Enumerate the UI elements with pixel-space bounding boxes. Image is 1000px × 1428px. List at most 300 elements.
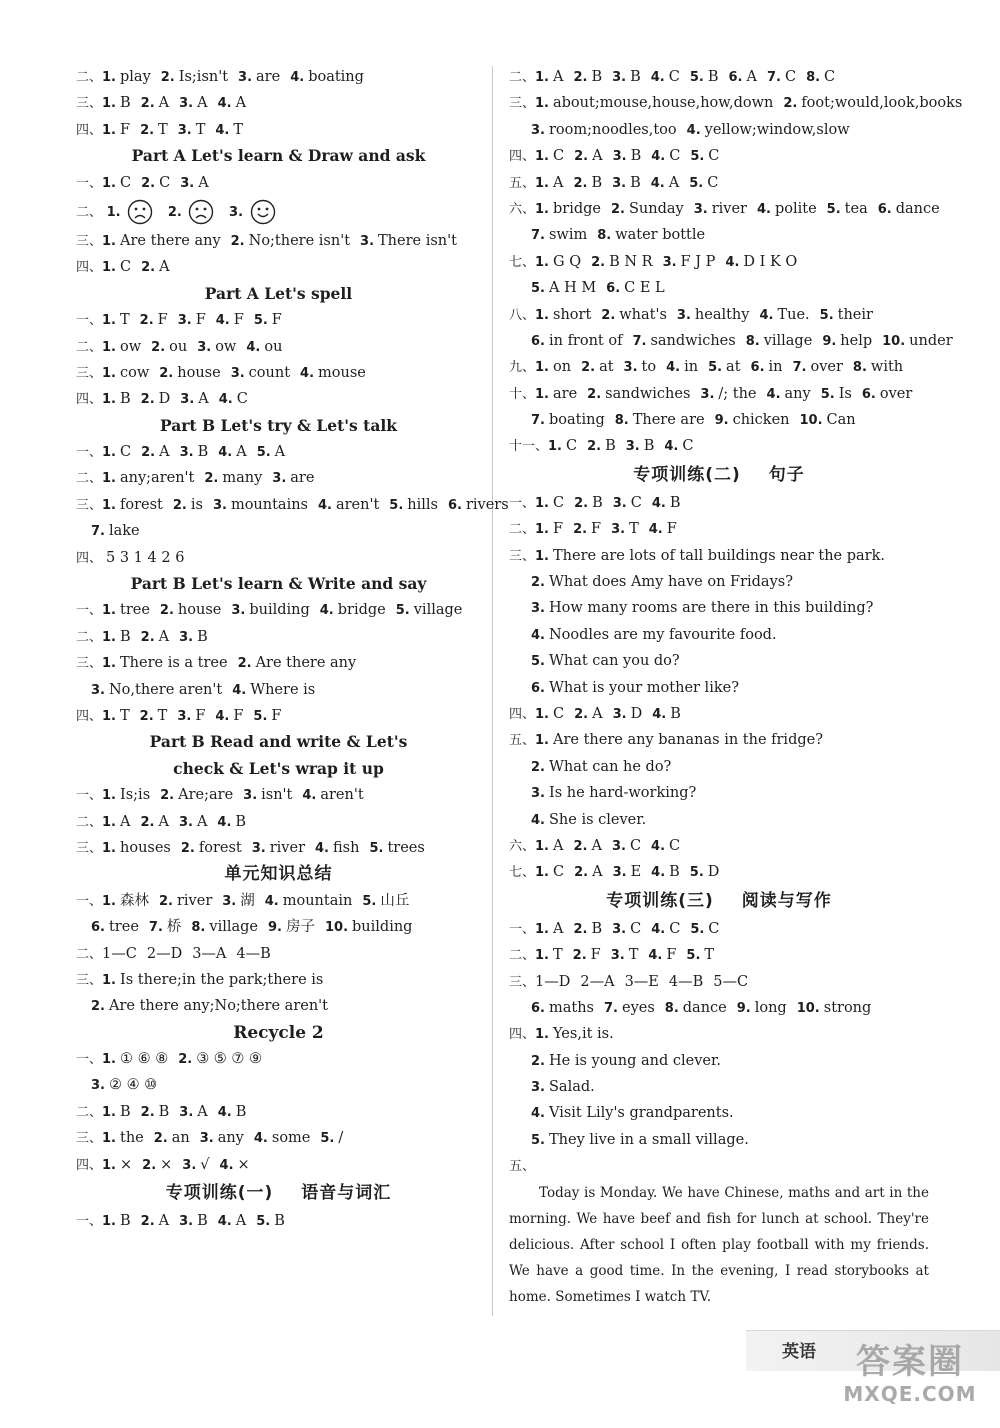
answer-text: Are;are [178, 787, 234, 804]
item-number: 4. [215, 122, 230, 138]
answer-text: village [413, 602, 463, 619]
answer-text: B [197, 444, 209, 461]
section-number: 一、 [76, 175, 103, 191]
answer-line [76, 1208, 481, 1234]
answer-text: T [629, 521, 639, 538]
item-number: 10. [799, 413, 823, 429]
answer-text: bridge [553, 200, 601, 217]
answer-text: T [157, 707, 168, 724]
item-number: 2. [783, 96, 798, 112]
item-number: 3. [229, 204, 244, 220]
answer-line [509, 407, 929, 433]
answer-text: B [120, 628, 131, 645]
item-number: 4. [648, 522, 663, 538]
item-number: 3. [611, 838, 626, 854]
answer-text: some [271, 1130, 311, 1147]
item-number: 4. [650, 70, 665, 85]
item-number: 2. [141, 175, 156, 191]
item-number: 3. [531, 122, 545, 138]
item-number: 1. [102, 708, 116, 724]
answer-text: A [198, 391, 209, 408]
section-number: 二、 [76, 1104, 103, 1120]
item-number: 5. [819, 307, 834, 323]
answer-text: are [256, 69, 281, 85]
answer-text: over [879, 385, 913, 402]
answer-text: C E L [624, 280, 665, 297]
item-number: 2. [139, 708, 154, 724]
answer-line [509, 833, 929, 859]
item-number: 2. [141, 445, 156, 461]
item-number: 2. [140, 814, 155, 830]
item-number: 2. [139, 313, 154, 329]
answer-text: A [668, 174, 680, 191]
answer-text: T [120, 707, 130, 724]
answer-text: Are there any [120, 232, 221, 249]
item-number: 4. [219, 1157, 234, 1173]
section-number: 二、 [509, 522, 536, 538]
item-number: 3. [610, 948, 625, 964]
section-number: 二、 [76, 946, 103, 962]
answer-line [509, 1127, 929, 1153]
item-number: 3. [243, 788, 258, 804]
item-number: 5. [395, 603, 410, 619]
item-number: 1. [535, 175, 549, 191]
answer-line [509, 1153, 929, 1179]
item-number: 1. [102, 629, 116, 645]
item-number: 7. [148, 920, 163, 936]
item-number: 4. [664, 439, 679, 455]
answer-text: C [120, 174, 132, 191]
item-number: 4. [215, 708, 230, 724]
section-number: 三、 [76, 656, 103, 672]
item-number: 5. [389, 497, 404, 513]
section-number: 二、 [509, 948, 536, 964]
answer-text: C [566, 438, 578, 455]
answer-text: tea [844, 200, 868, 217]
item-number: 1. [535, 733, 549, 749]
answer-line [76, 677, 481, 703]
item-number: 9. [268, 920, 282, 936]
answer-line [76, 228, 481, 254]
item-number: 3. [531, 601, 545, 617]
answer-text: 房子 [285, 919, 315, 936]
answer-text: / [338, 1130, 344, 1147]
section-number: 三、 [76, 1131, 103, 1147]
answer-line [509, 381, 929, 407]
item-number: 1. [535, 706, 549, 722]
item-number: 2. [531, 575, 545, 591]
section-number: 三、 [76, 497, 103, 513]
item-number: 4. [217, 1214, 232, 1230]
item-number: 3. [179, 445, 194, 461]
item-number: 2. [160, 70, 175, 85]
answer-text: A [235, 1213, 247, 1230]
item-number: 1. [535, 838, 549, 854]
item-number: 5. [253, 708, 268, 724]
answer-line [509, 995, 929, 1021]
answer-text: over [810, 359, 843, 376]
answer-text: sandwiches [650, 332, 736, 349]
answer-text: dance [895, 200, 940, 217]
section-number: 八、 [509, 307, 536, 323]
item-number: 5. [826, 201, 841, 217]
item-number: 7. [632, 333, 647, 349]
answer-line [509, 302, 929, 328]
answer-line [76, 1125, 481, 1151]
answer-text: T [704, 947, 715, 964]
section-number: 二、 [76, 814, 103, 830]
section-number: 十、 [509, 386, 536, 402]
item-number: 6. [861, 386, 876, 402]
answer-text: B [707, 69, 719, 85]
answer-text: the [120, 1130, 144, 1147]
answer-line [509, 807, 929, 833]
section-number: 九、 [509, 360, 536, 376]
sad-face-icon [188, 199, 214, 225]
match-answer: 4—B [668, 973, 704, 990]
section-heading: Part B Let's try & Let's talk [159, 415, 398, 435]
item-number: 3. [612, 706, 627, 722]
item-number: 4. [217, 96, 232, 112]
answer-text: houses [120, 839, 171, 856]
answer-text: water bottle [615, 227, 706, 244]
item-number: 5. [689, 70, 704, 85]
answer-text: house [177, 364, 221, 381]
section-number: 六、 [509, 838, 536, 854]
answer-text: What can you do? [548, 653, 680, 670]
item-number: 5. [256, 445, 271, 461]
answer-text: tree [120, 602, 150, 619]
section-heading: check & Let's wrap it up [173, 758, 384, 778]
match-answer: 4—B [236, 945, 271, 962]
item-number: 6. [606, 281, 621, 297]
answer-text: eyes [621, 999, 655, 1016]
answer-text: F [120, 121, 131, 138]
item-number: 2. [178, 1052, 193, 1068]
item-number: 5. [689, 865, 704, 881]
match-answer: 3—E [624, 973, 659, 990]
section-heading: Part B Read and write & Let's [149, 732, 408, 752]
answer-text: D [158, 391, 171, 408]
item-number: 3. [531, 786, 545, 802]
item-number: 2. [573, 70, 588, 85]
section-number: 四、 [76, 392, 103, 408]
answer-line [76, 703, 481, 729]
answer-text: river [176, 892, 213, 909]
answer-line [509, 701, 929, 727]
item-number: 3. [611, 522, 626, 538]
section-heading [509, 886, 929, 916]
answer-text: boating [308, 69, 364, 85]
item-number: 2. [237, 656, 252, 672]
item-number: 1. [102, 1214, 116, 1230]
answer-text: B [591, 69, 603, 85]
answer-text: B [592, 494, 603, 511]
answer-text: C [630, 920, 642, 937]
item-number: 2. [204, 471, 219, 487]
answer-line [76, 888, 481, 914]
section-number: 四、 [509, 1027, 536, 1043]
item-number: 6. [531, 1000, 545, 1016]
item-number: 4. [246, 339, 261, 355]
answer-text: count [248, 364, 291, 381]
item-number: 10. [882, 333, 906, 349]
answer-text: Are there any;No;there aren't [108, 998, 328, 1015]
answer-text: C [708, 920, 720, 937]
answer-text: cow [120, 364, 150, 381]
section-number: 三、 [76, 840, 103, 856]
item-number: 3. [179, 1214, 194, 1230]
answer-text: in front of [548, 332, 623, 349]
item-number: 2. [611, 201, 625, 217]
answer-text: T [553, 947, 563, 964]
answer-line [76, 1046, 481, 1072]
item-number: 8. [664, 1000, 679, 1016]
item-number: 5. [820, 386, 835, 402]
answer-line [76, 782, 481, 808]
answer-text: F [195, 707, 206, 724]
answer-line [76, 1099, 481, 1125]
answer-text: Sunday [628, 200, 684, 217]
item-number: 1. [102, 175, 116, 191]
answer-text: F [271, 312, 282, 329]
item-number: 3. [180, 392, 195, 408]
answer-text: maths [548, 999, 594, 1016]
section-heading: Part B Let's learn & Write and say [130, 574, 427, 594]
answer-text: B [120, 95, 131, 112]
answer-text: Is he hard-working? [548, 785, 697, 802]
item-number: 2. [572, 948, 587, 964]
item-number: 4. [651, 838, 666, 854]
answer-text: C [553, 494, 565, 511]
answer-line [509, 249, 929, 275]
answer-line [76, 1072, 481, 1098]
item-number: 5. [320, 1131, 335, 1147]
item-number: 2. [574, 706, 589, 722]
answer-text: A [159, 259, 170, 276]
item-number: 6. [750, 360, 765, 376]
item-number: 2. [159, 365, 174, 381]
section-number: 三、 [76, 96, 103, 112]
answer-text: √ [200, 1156, 210, 1173]
item-number: 2. [573, 921, 588, 937]
answer-text: ow [215, 338, 237, 355]
answer-text: any [784, 385, 811, 402]
item-number: 2. [91, 999, 105, 1015]
answer-text: A [235, 95, 247, 112]
item-number: 2. [180, 840, 195, 856]
answer-text: ② ④ ⑩ [108, 1077, 158, 1094]
match-answer: 5—C [713, 973, 749, 990]
answer-text: What can he do? [548, 758, 672, 775]
item-number: 4. [232, 682, 247, 698]
item-number: 9. [736, 1000, 751, 1016]
section-number: 四、 [76, 122, 103, 138]
item-number: 3. [177, 313, 192, 329]
section-number: 一、 [509, 921, 536, 937]
site-watermark [830, 1342, 990, 1418]
answer-text: A [197, 1103, 208, 1120]
item-number: 1. [102, 233, 116, 249]
section-number: 四、 [509, 706, 536, 722]
item-number: 8. [614, 413, 629, 429]
answer-line [76, 90, 481, 116]
item-number: 4. [652, 706, 667, 722]
answer-text: A [120, 813, 131, 830]
answer-text: C [669, 837, 681, 854]
answer-text: B [274, 1213, 285, 1230]
answer-line [509, 117, 929, 143]
item-number: 7. [531, 413, 545, 429]
section-number: 二、 [76, 629, 103, 645]
answer-text: There are [632, 412, 705, 429]
section-number: 二、 [76, 70, 103, 85]
item-number: 4. [300, 365, 315, 381]
answer-line [76, 914, 481, 940]
answer-text: hills [407, 496, 438, 513]
item-number: 1. [102, 313, 116, 329]
answer-line [509, 143, 929, 169]
item-number: 3. [612, 70, 627, 85]
item-number: 1. [535, 70, 549, 85]
item-number: 2. [140, 96, 155, 112]
answer-line [509, 916, 929, 942]
answer-text: any;aren't [120, 470, 195, 487]
item-number: 4. [290, 70, 305, 85]
item-number: 2. [140, 392, 155, 408]
answer-text: are [290, 470, 315, 487]
answer-text: Is;is [120, 787, 151, 804]
answer-line [76, 439, 481, 465]
face-answer-line [76, 196, 481, 228]
section-number: 六、 [509, 201, 536, 217]
answer-text: F J P [680, 253, 716, 270]
answer-text: F [666, 521, 677, 538]
section-heading: Part A Let's learn & Draw and ask [131, 146, 426, 166]
item-number: 10. [324, 920, 349, 936]
answer-text: 5 3 1 4 2 6 [106, 549, 185, 566]
answer-text: B [235, 1103, 247, 1120]
section-number: 三、 [509, 96, 536, 112]
section-number: 四、 [76, 260, 103, 276]
item-number: 3. [625, 439, 640, 455]
answer-text: C [630, 494, 642, 511]
answer-line [509, 490, 929, 516]
item-number: 1. [535, 522, 549, 538]
item-number: 4. [302, 788, 317, 804]
item-number: 1. [102, 445, 116, 461]
item-number: 3. [91, 1078, 105, 1094]
item-number: 5. [253, 313, 268, 329]
item-number: 6. [531, 333, 545, 349]
answer-line [509, 859, 929, 885]
item-number: 1. [535, 96, 549, 112]
answer-text: to [641, 359, 657, 376]
answer-text: Tue. [777, 306, 810, 323]
item-number: 1. [102, 260, 116, 276]
answer-text: 桥 [166, 919, 182, 936]
answer-text: × [237, 1156, 250, 1173]
answer-text: There are lots of tall buildings near the park. [553, 547, 885, 564]
answer-text: There is a tree [120, 655, 228, 672]
answer-text: F [233, 707, 244, 724]
item-number: 3. [272, 471, 287, 487]
answer-text: /; the [718, 385, 757, 402]
answer-text: C [669, 148, 681, 165]
section-number: 一、 [76, 788, 103, 804]
answer-text: No;there isn't [248, 232, 351, 249]
answer-text: A [274, 444, 286, 461]
answer-line [509, 64, 929, 90]
item-number: 6. [531, 680, 545, 696]
answer-text: at [726, 359, 741, 376]
item-number: 5. [256, 1214, 271, 1230]
answer-text: B [630, 174, 641, 191]
answer-text: What is your mother like? [548, 679, 739, 696]
item-number: 5. [686, 948, 701, 964]
item-number: 4. [217, 1104, 232, 1120]
item-number: 1. [102, 1131, 116, 1147]
item-number: 3. [197, 339, 212, 355]
answer-text: village [763, 332, 813, 349]
answer-line [509, 196, 940, 222]
answer-text: Is [838, 385, 852, 402]
item-number: 4. [766, 386, 781, 402]
item-number: 3. [178, 814, 193, 830]
answer-line [76, 624, 481, 650]
answer-text: × [120, 1156, 133, 1173]
item-number: 1. [535, 149, 549, 165]
item-number: 5. [531, 654, 545, 670]
answer-text: F [590, 947, 601, 964]
item-number: 1. [102, 814, 116, 830]
section-number: 五、 [509, 733, 536, 749]
answer-line [76, 117, 481, 143]
answer-text: A [591, 837, 602, 854]
answer-text: A [159, 444, 170, 461]
answer-text: T [158, 121, 168, 138]
item-number: 3. [612, 921, 627, 937]
match-answer: 2—D [146, 945, 183, 962]
item-number: 3. [230, 365, 245, 381]
item-number: 7. [604, 1000, 618, 1016]
answer-text: on [553, 359, 572, 376]
answer-text: C [120, 259, 132, 276]
answer-text: forest [198, 839, 242, 856]
item-number: 2. [230, 233, 245, 249]
answer-text: Is there;in the park;there is [120, 971, 324, 988]
answer-line [509, 543, 929, 569]
item-number: 10. [796, 1000, 820, 1016]
answer-line [76, 835, 481, 861]
item-number: 4. [253, 1131, 268, 1147]
answer-line [509, 90, 963, 116]
answer-text: C [553, 864, 565, 881]
item-number: 6. [91, 920, 105, 936]
item-number: 1. [102, 96, 116, 112]
item-number: 1. [102, 1104, 116, 1120]
item-number: 2. [153, 1131, 168, 1147]
answer-text: A [158, 813, 169, 830]
answer-line [509, 754, 929, 780]
answer-text: A [553, 174, 564, 191]
answer-text: 森林 [120, 892, 149, 909]
answer-text: polite [774, 200, 817, 217]
answer-text: A [198, 174, 209, 191]
answer-text: B [669, 494, 681, 511]
answer-text: ③ ⑤ ⑦ ⑨ [196, 1051, 263, 1068]
answer-text: T [628, 947, 639, 964]
